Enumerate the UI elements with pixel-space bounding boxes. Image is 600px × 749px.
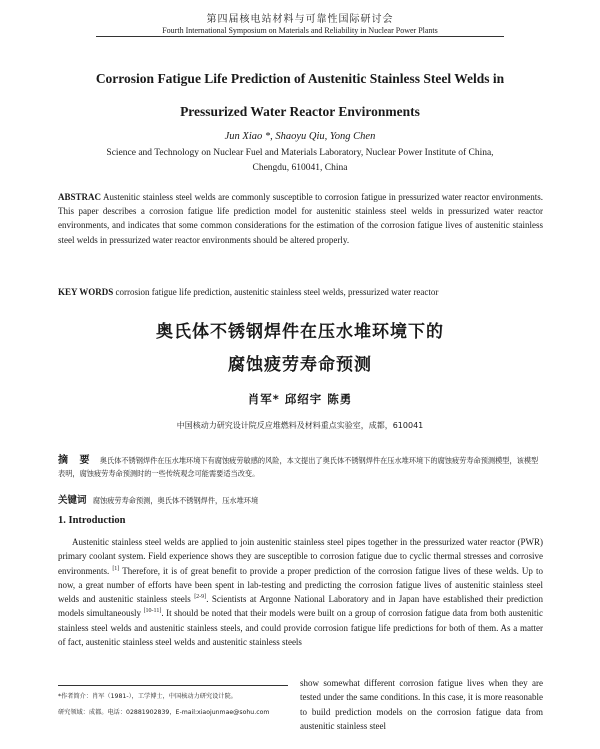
affiliation-en [60, 146, 540, 176]
keywords-cn-text: 腐蚀疲劳寿命预测，奥氏体不锈钢焊件，压水堆环境 [92, 496, 259, 505]
title-en [40, 62, 560, 128]
abstract-en [58, 190, 543, 247]
affiliation-cn: 中国核动力研究设计院反应堆燃料及材料重点实验室，成都，610041 [176, 421, 424, 430]
intro-text-b: Therefore, it is of great benefit to provide a proper prediction of the corrosion fatigue lives of these welds. Up to now, a great number of efforts have been spent in lab-testing and predicting the corrosion fatigue lives of austenitic stainless steel welds and austenitic stainless steels [58, 565, 543, 605]
header-rule [96, 36, 504, 37]
affiliation-en-line-2: Chengdu, 610041, China [252, 163, 348, 173]
authors-en: Jun Xiao *, Shaoyu Qiu, Yong Chen [224, 131, 376, 142]
footnote-2: 研究领域：成都。电话：02881902839，E-mail:xiaojunmae@sohu.com [58, 709, 270, 716]
affiliation-en-line-1: Science and Technology on Nuclear Fuel and Materials Laboratory, Nuclear Power Institute of China, [106, 148, 494, 158]
citation-1: [1] [112, 565, 120, 572]
footnote-1: *作者简介：肖军（1981-），工学博士，中国核动力研究设计院。 [58, 693, 237, 700]
footnotes [58, 689, 294, 721]
intro-text-c: . Scientists at Argonne National Laboratory and in Japan have established their prediction models simultaneously [58, 594, 543, 619]
abstract-en-label: ABSTRAC [58, 192, 102, 202]
abstract-cn-label: 摘 要 [58, 455, 94, 466]
title-en-line-2: Pressurized Water Reactor Environments [180, 104, 420, 119]
citation-2: [2-9] [194, 594, 207, 601]
authors-cn: 肖军* 邱绍宇 陈勇 [247, 392, 353, 406]
title-en-line-1: Corrosion Fatigue Life Prediction of Austenitic Stainless Steel Welds in [95, 71, 505, 86]
abstract-cn-text: 奥氏体不锈钢焊件在压水堆环境下有腐蚀疲劳敏感的风险，本文提出了奥氏体不锈钢焊件在压水堆环境下的腐蚀疲劳寿命预测模型，该模型表明，腐蚀疲劳寿命预测时的一些传统观念可能需要适当改变。 [58, 456, 539, 478]
running-head-cn: 第四届核电站材料与可靠性国际研讨会 [206, 14, 394, 25]
keywords-en-text: corrosion fatigue life prediction, austenitic stainless steel welds, pressurized water reactor [115, 287, 439, 297]
footnote-rule [58, 685, 288, 686]
intro-continuation: show somewhat different corrosion fatigue lives when they are tested under the same conditions. In this case, it is more reasonable to build prediction models on the corrosion fatigue data from austenitic stainless steel [300, 678, 543, 731]
running-head [0, 10, 600, 35]
intro-heading: 1. Introduction [58, 515, 126, 526]
intro-paragraph [58, 535, 543, 649]
citation-3: [10-11] [143, 608, 162, 615]
intro-body [58, 535, 543, 649]
keywords-cn-label: 关键词 [58, 495, 87, 506]
keywords-en [58, 287, 543, 297]
abstract-en-text: Austenitic stainless steel welds are commonly susceptible to corrosion fatigue in pressurized water reactor environments. This paper describes a corrosion fatigue life prediction model for austenitic stainless steel welds in pressurized water reactor environments, and indicates that some common considerations for the estimation of the corrosion fatigue lives of austenitic stainless steel welds in pressurized water reactor environments should be altered properly. [58, 192, 543, 245]
keywords-cn [58, 492, 543, 506]
keywords-en-label: KEY WORDS [58, 287, 114, 297]
running-head-en: Fourth International Symposium on Materials and Reliability in Nuclear Power Plants [162, 26, 438, 35]
title-cn-line-1: 奥氏体不锈钢焊件在压水堆环境下的 [156, 322, 444, 342]
intro-text-d: . It should be noted that their models were built on a group of corrosion fatigue data from both austenitic stainless steel welds and austenitic stainless steels, and could provide corrosion fatigue life predictions for both of them. As a matter of fact, austenitic stainless steel welds and austenitic stainless steels [58, 608, 544, 648]
abstract-cn [58, 454, 543, 480]
title-cn-line-2: 腐蚀疲劳寿命预测 [228, 355, 372, 375]
intro-text-a: Austenitic stainless steel welds are applied to join austenitic stainless steel pipes together in the pressurized water reactor (PWR) primary coolant system. Field experience shows they are susceptible to corrosion fatigue due to cyclic thermal stresses and corrosive environments. [58, 537, 543, 576]
title-cn [0, 316, 600, 382]
